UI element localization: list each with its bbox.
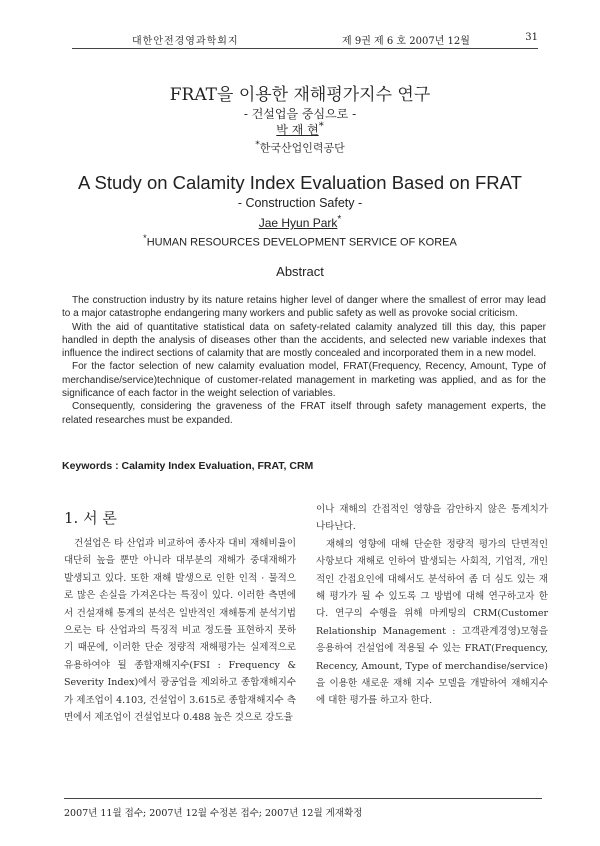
abstract-paragraph: The construction industry by its nature retains higher level of danger where the smallest of error may lead to a major catastrophe endangering many workers and public safety as well as provoke social criticism.: [62, 295, 546, 320]
left-column: [64, 535, 296, 726]
english-affiliation-text: HUMAN RESOURCES DEVELOPMENT SERVICE OF KOREA: [146, 236, 457, 249]
body-paragraph-continued: 이나 재해의 간접적인 영향을 감안하지 않은 통계치가 나타난다.: [316, 504, 548, 533]
footnote: 2007년 11월 접수; 2007년 12월 수정본 접수; 2007년 12월 게재확정: [64, 798, 542, 819]
english-affiliation: [0, 233, 600, 249]
body-paragraph: 재해의 영향에 대해 단순한 정량적 평가의 단면적인 사항보다 재해로 인하여 발생되는 사회적, 기업적, 개인적인 간접요인에 대해서도 분석하여 좀 더 심도 있는 재해 평가가 될 수 있도록 그 방법에 대해 연구하고자 한다. 연구의 수행을 위해 마케팅의 CRM(Customer Relationship Management : 고객관계경영)모형을 응용하여 건설업에 적용될 수 있는 FRAT(Frequency, Recency, Amount, Type of merchandise/service)을 이용한 새로운 재해 지수 모델을 개발하여 재해지수에 대한 평가를 하고자 한다.: [316, 538, 548, 707]
korean-affiliation-text: 한국산업인력공단: [259, 141, 345, 155]
abstract-paragraph: Consequently, considering the graveness of the FRAT itself through safety management experts, the related researches must be expanded.: [62, 401, 546, 426]
english-affiliation-mark: *: [143, 233, 147, 243]
korean-title: FRAT을 이용한 재해평가지수 연구: [169, 85, 431, 105]
right-column: [316, 501, 548, 710]
korean-affiliation: [0, 139, 600, 156]
volume-info: 제 9권 제 6 호 2007년 12월: [342, 36, 470, 47]
keywords: Keywords : Calamity Index Evaluation, FRAT, CRM: [62, 460, 314, 472]
running-header: [72, 32, 538, 49]
english-title: A Study on Calamity Index Evaluation Based on FRAT: [78, 172, 522, 193]
korean-author: [0, 121, 600, 138]
abstract-body: [62, 294, 546, 427]
english-subtitle: - Construction Safety -: [237, 196, 363, 210]
korean-affiliation-mark: *: [255, 139, 260, 150]
body-paragraph: 건설업은 타 산업과 비교하여 종사자 대비 재해비율이 대단히 높을 뿐만 아니라 대부분의 재해가 중대재해가 발생되고 있다. 또한 재해 발생으로 인한 인적 · 물적으로 많은 손실을 가져온다는 특징이 있다. 이러한 측면에서 건설재해 통계의 분석은 일반적인 재해통계 분석기법으로는 타 산업과의 특징적 비교 정도를 표현하지 못하기 때문에, 이러한 단순 정량적 재해평가는 실제적으로 유용하여야 될 종합재해지수(FSI : Frequency & Severity Index)에서 광공업을 제외하고 종합재해지수가 제조업이 4.103, 건설업이 3.615로 종합재해지수 측면에서 제조업이 건설업보다 0.488 높은 것으로 강도율: [64, 538, 296, 724]
korean-subtitle: - 건설업을 중심으로 -: [243, 107, 357, 121]
english-author: [0, 214, 600, 230]
abstract-paragraph: With the aid of quantitative statistical data on safety-related calamity analyzed till this day, this paper handled in depth the analysis of diseases other than the accidents, and selected new variable indexes that influence the indirect sections of calamity that are mostly concealed and incorporated them in a new model.: [62, 321, 546, 360]
section-heading: 1. 서 론: [64, 509, 117, 527]
english-author-name: Jae Hyun Park: [258, 216, 338, 230]
page-number: 31: [525, 32, 538, 43]
korean-author-name: 박 재 현: [276, 123, 319, 137]
abstract-paragraph: For the factor selection of new calamity evaluation model, FRAT(Frequency, Recency, Amount, Type of merchandise/service)technique of customer-related management in marketing was applied, and as for the significance of each factor in the weight selection of variables.: [62, 361, 546, 400]
english-author-mark: *: [337, 214, 342, 225]
abstract-heading: Abstract: [276, 264, 324, 279]
journal-name: 대한안전경영과학회지: [132, 36, 239, 47]
korean-author-mark: *: [318, 121, 324, 132]
